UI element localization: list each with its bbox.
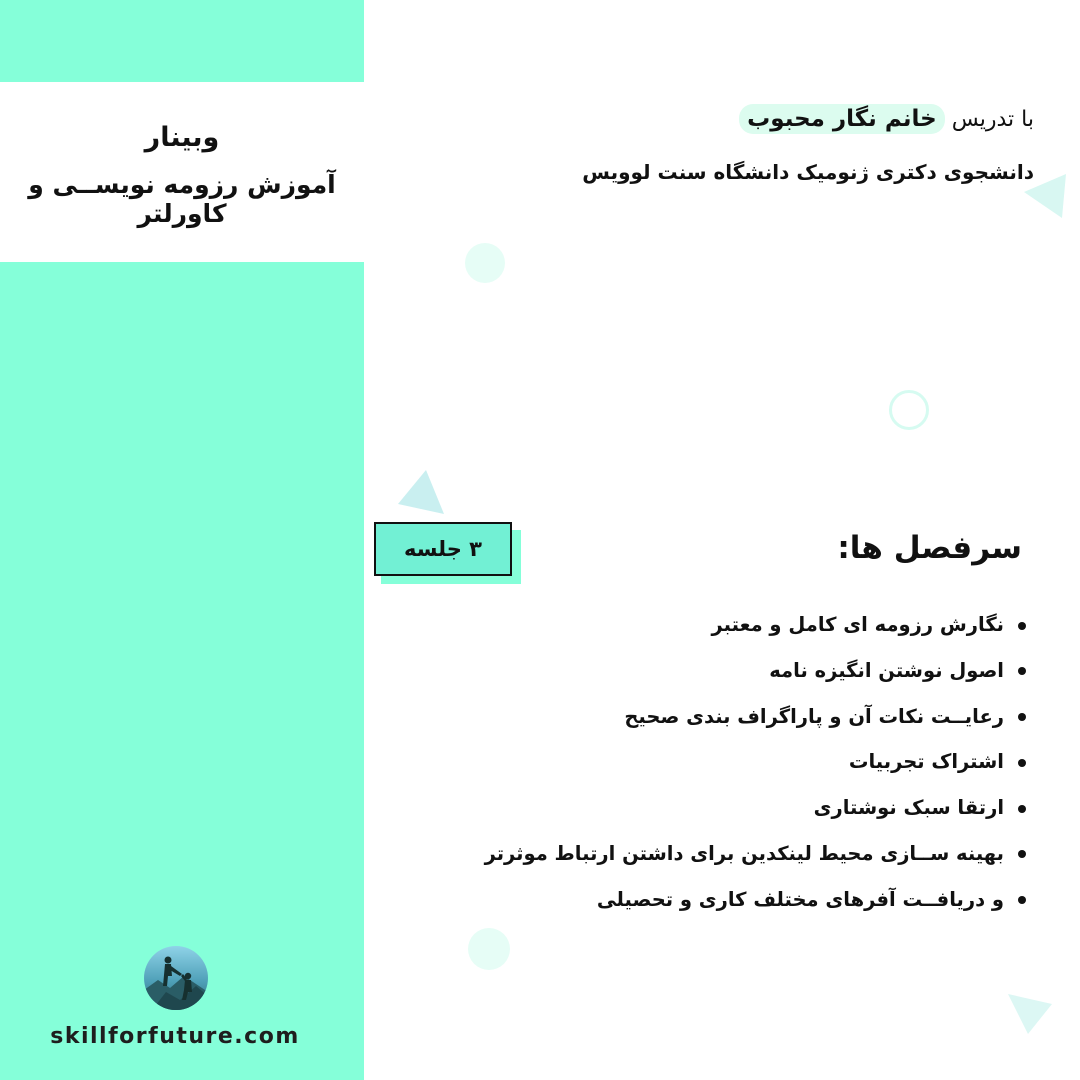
bullet-icon xyxy=(1018,805,1026,813)
sessions-badge xyxy=(374,522,512,576)
topic-text: و دریافــت آفرهای مختلف کاری و تحصیلی xyxy=(596,887,1004,911)
deco-triangle-middle xyxy=(396,466,448,518)
webinar-subtitle: آموزش رزومه نویســی و کاورلتر xyxy=(28,170,336,228)
topic-item xyxy=(485,648,1026,694)
climbers-helping-hand-icon xyxy=(144,946,208,1010)
topics-heading: سرفصل ها: xyxy=(837,530,1022,566)
instructor-line xyxy=(739,106,1034,132)
bullet-icon xyxy=(1018,667,1026,675)
instructor-affiliation: دانشجوی دکتری ژنومیک دانشگاه سنت لوویس xyxy=(582,160,1034,184)
instructor-prefix: با تدریس xyxy=(951,107,1034,132)
topic-item xyxy=(485,785,1026,831)
topic-item xyxy=(485,694,1026,740)
topic-item xyxy=(485,602,1026,648)
deco-circle-outline xyxy=(889,390,929,430)
deco-circle-filled-bottom xyxy=(468,928,510,970)
website-url: skillforfuture.com xyxy=(50,1024,300,1049)
topic-text: نگارش رزومه ای کامل و معتبر xyxy=(711,613,1004,636)
topic-text: رعایــت نکات آن و پاراگراف بندی صحیح xyxy=(624,704,1004,728)
bullet-icon xyxy=(1018,850,1026,858)
instructor-name: خانم نگار محبوب xyxy=(739,104,945,134)
bullet-icon xyxy=(1018,896,1026,904)
bullet-icon xyxy=(1018,759,1026,767)
deco-triangle-bottom-right xyxy=(1004,988,1056,1040)
title-card xyxy=(0,82,364,262)
deco-circle-filled xyxy=(465,243,505,283)
sessions-label: ۳ جلسه xyxy=(404,537,482,561)
webinar-title: وبینار xyxy=(144,122,220,153)
topic-item xyxy=(485,877,1026,923)
topic-text: بهینه ســازی محیط لینکدین برای داشتن ارتباط موثرتر xyxy=(484,841,1004,865)
bullet-icon xyxy=(1018,713,1026,721)
topic-item xyxy=(485,739,1026,785)
topic-text: ارتقا سبک نوشتاری xyxy=(813,796,1004,820)
topic-text: اصول نوشتن انگیزه نامه xyxy=(769,658,1004,682)
bullet-icon xyxy=(1018,622,1026,630)
topic-list xyxy=(485,602,1026,923)
topic-item xyxy=(485,831,1026,877)
topic-text: اشتراک تجربیات xyxy=(848,750,1004,774)
